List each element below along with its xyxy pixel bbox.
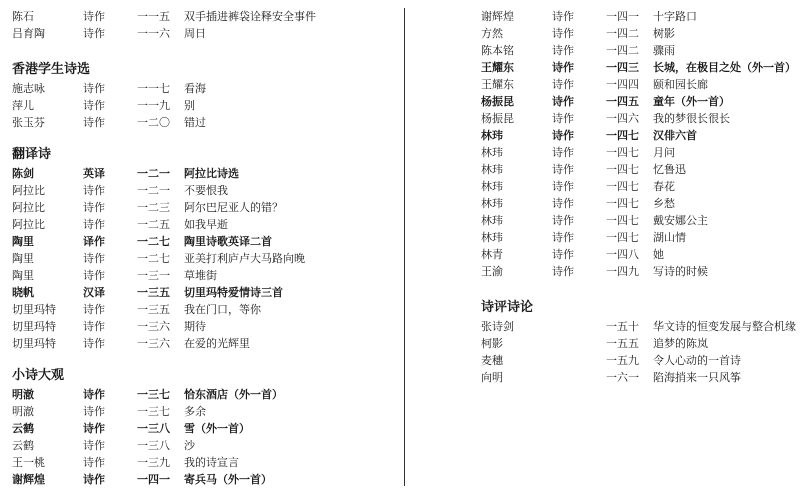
entry-author: 切里玛特 [12, 320, 56, 333]
section-gap [12, 352, 397, 366]
entry-page: 一四三 [606, 61, 639, 74]
entry-genre: 诗作 [552, 197, 574, 210]
toc-entry [12, 420, 397, 437]
entry-genre: 诗作 [83, 82, 105, 95]
entry-genre: 诗作 [83, 388, 105, 401]
entry-genre: 诗作 [83, 10, 105, 23]
toc-entry [481, 212, 796, 229]
entry-genre: 诗作 [83, 303, 105, 316]
toc-entry [12, 114, 397, 131]
entry-title: 树影 [653, 27, 675, 40]
entry-title: 骤雨 [653, 44, 675, 57]
section-heading: 诗评诗论 [481, 300, 534, 315]
entry-title: 乡愁 [653, 197, 675, 210]
entry-author: 林玮 [481, 231, 503, 244]
entry-genre: 诗作 [552, 129, 574, 142]
entry-title: 我的梦很长很长 [653, 112, 730, 125]
entry-title: 多余 [184, 405, 206, 418]
entry-title: 阿尔巴尼亚人的错？ [184, 201, 283, 214]
entry-title: 寄兵马（外一首） [184, 473, 272, 486]
toc-entry [481, 229, 796, 246]
entry-author: 吕育陶 [12, 27, 45, 40]
entry-page: 一二五 [137, 218, 170, 231]
entry-genre: 诗作 [552, 146, 574, 159]
entry-title: 阿拉比诗选 [184, 167, 239, 180]
toc-entry-group [481, 8, 796, 280]
toc-entry [12, 301, 397, 318]
entry-author: 阿拉比 [12, 218, 45, 231]
entry-page: 一一九 [137, 99, 170, 112]
entry-author: 林青 [481, 248, 503, 261]
entry-title: 童年（外一首） [653, 95, 730, 108]
toc-entry [12, 199, 397, 216]
entry-page: 一一五 [137, 10, 170, 23]
entry-author: 林玮 [481, 129, 503, 142]
entry-genre: 诗作 [552, 248, 574, 261]
toc-entry [481, 8, 796, 25]
entry-genre: 诗作 [83, 252, 105, 265]
entry-author: 陶里 [12, 269, 34, 282]
entry-author: 谢辉煌 [481, 10, 514, 23]
entry-genre: 诗作 [83, 99, 105, 112]
toc-entry [481, 335, 796, 352]
entry-title: 沙 [184, 439, 195, 452]
entry-title: 不要恨我 [184, 184, 228, 197]
entry-page: 一六一 [606, 371, 639, 384]
entry-page: 一三七 [137, 405, 170, 418]
toc-entry [481, 161, 796, 178]
entry-author: 方然 [481, 27, 503, 40]
entry-page: 一三六 [137, 337, 170, 350]
toc-entry [12, 182, 397, 199]
toc-entry [12, 216, 397, 233]
entry-author: 林玮 [481, 197, 503, 210]
entry-genre: 诗作 [83, 184, 105, 197]
entry-author: 阿拉比 [12, 184, 45, 197]
entry-page: 一四七 [606, 197, 639, 210]
entry-page: 一二七 [137, 235, 170, 248]
entry-genre: 诗作 [83, 405, 105, 418]
entry-page: 一四七 [606, 214, 639, 227]
entry-author: 云鹤 [12, 439, 34, 452]
entry-title: 令人心动的一首诗 [653, 354, 741, 367]
entry-author: 陈本铭 [481, 44, 514, 57]
entry-author: 切里玛特 [12, 337, 56, 350]
section-gap [12, 131, 397, 145]
entry-title: 陶里诗歌英译二首 [184, 235, 272, 248]
entry-page: 一二三 [137, 201, 170, 214]
entry-page: 一一七 [137, 82, 170, 95]
toc-entry [481, 59, 796, 76]
entry-page: 一四六 [606, 112, 639, 125]
entry-page: 一三七 [137, 388, 170, 401]
entry-page: 一五十 [606, 320, 639, 333]
toc-entry [12, 165, 397, 182]
entry-page: 一二七 [137, 252, 170, 265]
entry-genre: 诗作 [552, 95, 574, 108]
toc-entry [481, 127, 796, 144]
section-heading: 小诗大观 [12, 368, 65, 383]
entry-title: 亚美打利庐卢大马路向晚 [184, 252, 305, 265]
entry-page: 一四八 [606, 248, 639, 261]
entry-author: 施志咏 [12, 82, 45, 95]
entry-author: 林玮 [481, 180, 503, 193]
entry-title: 戴安娜公主 [653, 214, 708, 227]
entry-author: 麦穗 [481, 354, 503, 367]
entry-page: 一四九 [606, 265, 639, 278]
entry-title: 我在门口，等你 [184, 303, 261, 316]
entry-title: 恰东酒店（外一首） [184, 388, 283, 401]
toc-entry [481, 369, 796, 386]
entry-title: 在爱的光辉里 [184, 337, 250, 350]
entry-page: 一三一 [137, 269, 170, 282]
entry-page: 一四五 [606, 95, 639, 108]
toc-entry [12, 471, 397, 488]
toc-entry [481, 263, 796, 280]
section-gap [12, 42, 397, 60]
entry-page: 一一六 [137, 27, 170, 40]
entry-author: 王渝 [481, 265, 503, 278]
entry-genre: 诗作 [83, 201, 105, 214]
entry-genre: 诗作 [552, 44, 574, 57]
entry-title: 我的诗宣言 [184, 456, 239, 469]
entry-genre: 诗作 [552, 27, 574, 40]
entry-genre: 诗作 [83, 27, 105, 40]
entry-genre: 诗作 [552, 61, 574, 74]
entry-title: 春花 [653, 180, 675, 193]
entry-title: 看海 [184, 82, 206, 95]
entry-page: 一四七 [606, 180, 639, 193]
section-gap [481, 280, 796, 298]
entry-author: 谢辉煌 [12, 473, 45, 486]
toc-entry-group [12, 80, 397, 131]
entry-genre: 诗作 [83, 116, 105, 129]
toc-entry [12, 318, 397, 335]
entry-genre: 诗作 [552, 231, 574, 244]
entry-genre: 诗作 [83, 320, 105, 333]
entry-genre: 诗作 [83, 456, 105, 469]
entry-page: 一四七 [606, 163, 639, 176]
entry-genre: 诗作 [552, 78, 574, 91]
toc-entry [481, 246, 796, 263]
entry-author: 陈石 [12, 10, 34, 23]
entry-author: 向明 [481, 371, 503, 384]
entry-page: 一四七 [606, 231, 639, 244]
entry-title: 写诗的时候 [653, 265, 708, 278]
toc-entry [481, 178, 796, 195]
entry-title: 湖山情 [653, 231, 686, 244]
toc-entry [12, 403, 397, 420]
entry-page: 一三五 [137, 303, 170, 316]
entry-title: 周日 [184, 27, 206, 40]
entry-title: 华文诗的恒变发展与整合机缘 [653, 320, 796, 333]
entry-title: 汉俳六首 [653, 129, 697, 142]
entry-genre: 诗作 [552, 10, 574, 23]
entry-page: 一四二 [606, 44, 639, 57]
entry-page: 一四七 [606, 129, 639, 142]
toc-left-column [12, 0, 397, 488]
toc-entry [12, 437, 397, 454]
entry-author: 明澈 [12, 405, 34, 418]
toc-entry [12, 386, 397, 403]
entry-page: 一五九 [606, 354, 639, 367]
entry-author: 杨振昆 [481, 112, 514, 125]
toc-entry [481, 352, 796, 369]
column-divider [404, 8, 405, 486]
toc-entry [12, 97, 397, 114]
entry-page: 一三六 [137, 320, 170, 333]
entry-genre: 诗作 [552, 163, 574, 176]
toc-entry [481, 76, 796, 93]
entry-title: 错过 [184, 116, 206, 129]
entry-author: 切里玛特 [12, 303, 56, 316]
entry-title: 切里玛特爱情诗三首 [184, 286, 283, 299]
toc-entry [12, 8, 397, 25]
toc-entry [12, 267, 397, 284]
entry-author: 阿拉比 [12, 201, 45, 214]
entry-page: 一三九 [137, 456, 170, 469]
entry-title: 别 [184, 99, 195, 112]
toc-entry [481, 318, 796, 335]
entry-author: 张诗剑 [481, 320, 514, 333]
entry-page: 一二一 [137, 167, 170, 180]
entry-page: 一三五 [137, 286, 170, 299]
entry-title: 她 [653, 248, 664, 261]
entry-page: 一二一 [137, 184, 170, 197]
toc-entry [12, 335, 397, 352]
entry-title: 月问 [653, 146, 675, 159]
entry-title: 十字路口 [653, 10, 697, 23]
toc-right-column [481, 0, 796, 386]
entry-genre: 诗作 [83, 473, 105, 486]
entry-page: 一三八 [137, 422, 170, 435]
entry-title: 双手插进裤袋诠释安全事件 [184, 10, 316, 23]
toc-entry [481, 195, 796, 212]
entry-author: 陶里 [12, 235, 34, 248]
entry-page: 一四七 [606, 146, 639, 159]
entry-title: 陷海捎来一只风筝 [653, 371, 741, 384]
toc-entry [481, 42, 796, 59]
toc-entry [12, 454, 397, 471]
entry-author: 萍儿 [12, 99, 34, 112]
toc-entry [481, 144, 796, 161]
entry-genre: 诗作 [552, 180, 574, 193]
entry-genre: 诗作 [83, 218, 105, 231]
toc-entry [481, 110, 796, 127]
toc-entry [12, 250, 397, 267]
toc-entry [481, 93, 796, 110]
entry-author: 张玉芬 [12, 116, 45, 129]
entry-page: 一四一 [606, 10, 639, 23]
entry-genre: 诗作 [83, 439, 105, 452]
entry-genre: 诗作 [83, 337, 105, 350]
entry-author: 王耀东 [481, 61, 514, 74]
toc-entry [12, 25, 397, 42]
toc-entry [481, 25, 796, 42]
toc-entry [12, 233, 397, 250]
entry-author: 明澈 [12, 388, 34, 401]
entry-author: 林玮 [481, 146, 503, 159]
entry-author: 云鹤 [12, 422, 34, 435]
section-heading: 香港学生诗选 [12, 62, 91, 77]
entry-author: 晓帆 [12, 286, 34, 299]
entry-genre: 诗作 [552, 265, 574, 278]
entry-title: 草堆街 [184, 269, 217, 282]
toc-entry-group [12, 386, 397, 488]
entry-author: 杨振昆 [481, 95, 514, 108]
entry-title: 期待 [184, 320, 206, 333]
entry-genre: 诗作 [83, 269, 105, 282]
entry-title: 雪（外一首） [184, 422, 250, 435]
toc-entry-group [12, 165, 397, 352]
entry-page: 一四四 [606, 78, 639, 91]
entry-author: 王耀东 [481, 78, 514, 91]
entry-title: 长城，在极目之处（外一首） [653, 61, 796, 74]
toc-entry [12, 80, 397, 97]
entry-page: 一五五 [606, 337, 639, 350]
entry-page: 一四二 [606, 27, 639, 40]
entry-author: 陶里 [12, 252, 34, 265]
entry-genre: 译作 [83, 235, 105, 248]
entry-author: 林玮 [481, 214, 503, 227]
entry-genre: 诗作 [83, 422, 105, 435]
entry-author: 林玮 [481, 163, 503, 176]
entry-title: 颐和园长廊 [653, 78, 708, 91]
entry-genre: 汉译 [83, 286, 105, 299]
entry-page: 一四一 [137, 473, 170, 486]
entry-genre: 英译 [83, 167, 105, 180]
entry-page: 一二〇 [137, 116, 170, 129]
entry-genre: 诗作 [552, 112, 574, 125]
toc-entry [12, 284, 397, 301]
toc-entry-group [12, 8, 397, 42]
entry-page: 一三八 [137, 439, 170, 452]
entry-title: 如我早逝 [184, 218, 228, 231]
entry-title: 追梦的陈岚 [653, 337, 708, 350]
toc-entry-group [481, 318, 796, 386]
section-heading: 翻译诗 [12, 147, 52, 162]
entry-author: 王一桃 [12, 456, 45, 469]
entry-genre: 诗作 [552, 214, 574, 227]
entry-author: 陈剑 [12, 167, 34, 180]
entry-title: 忆鲁迅 [653, 163, 686, 176]
entry-author: 柯影 [481, 337, 503, 350]
